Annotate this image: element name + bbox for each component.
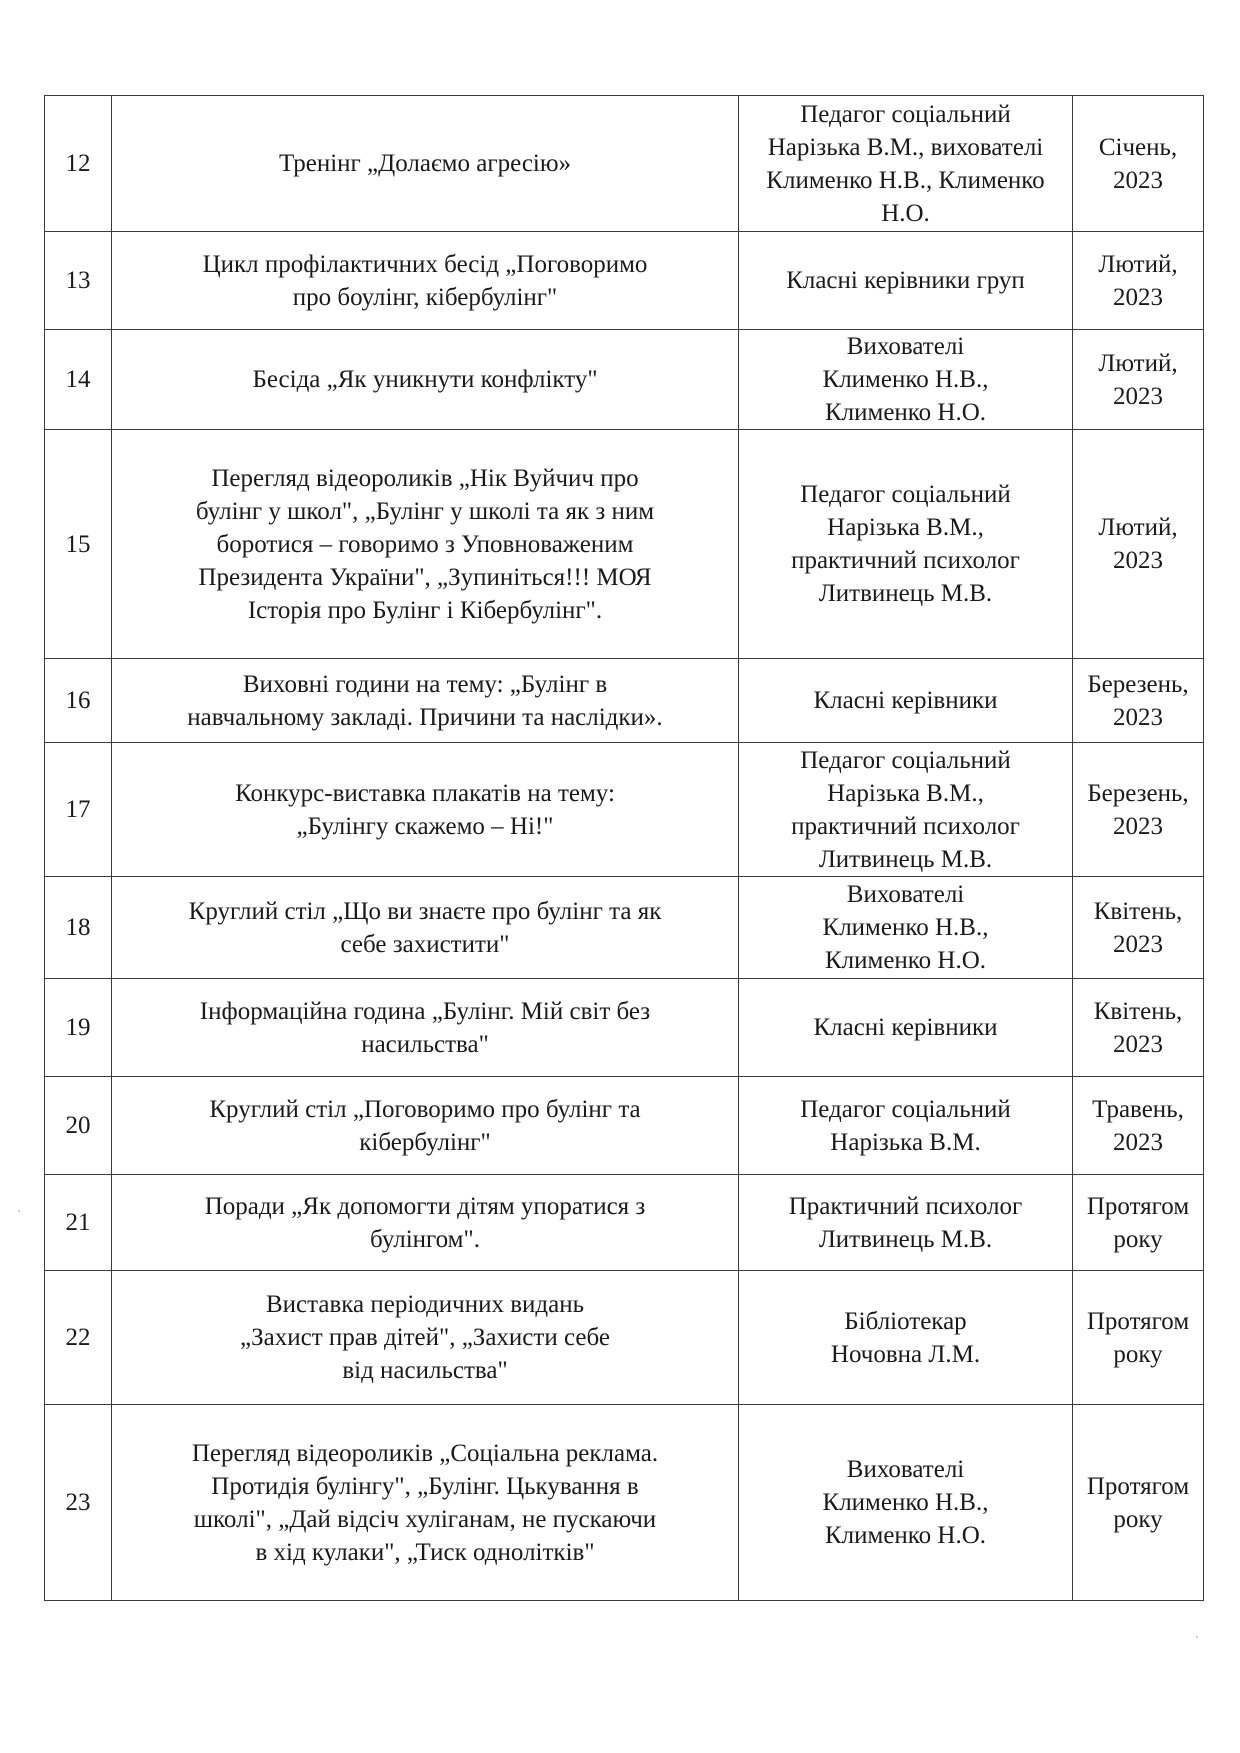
event-line: Поради „Як допомогти дітям упоратися з: [204, 1192, 646, 1220]
responsible-line: Педагог соціальний: [800, 100, 1011, 128]
scan-speck: [18, 1210, 20, 1212]
term-line: 2023: [1113, 703, 1163, 731]
term-line: Січень,: [1098, 133, 1178, 161]
term-cell: [1073, 430, 1204, 659]
term-line: 2023: [1113, 1128, 1163, 1156]
term-cell: [1073, 659, 1204, 743]
event-line: себе захистити": [340, 930, 510, 958]
event-line: насильства": [361, 1030, 489, 1058]
event-line: Тренінг „Долаємо агресію»: [278, 150, 572, 177]
event-line: „Захист прав дітей", „Захисти себе: [240, 1324, 610, 1351]
responsible-line: практичний психолог: [791, 547, 1020, 574]
event-line: Круглий стіл „Що ви знаєте про булінг та як: [188, 897, 662, 925]
term-line: Травень,: [1092, 1095, 1184, 1123]
responsible-cell: [739, 1271, 1073, 1405]
term-line: 2023: [1113, 547, 1163, 574]
responsible-line: Нарізька В.М., вихователі: [767, 133, 1044, 161]
row-number: 18: [45, 877, 112, 979]
row-number: 13: [45, 232, 112, 330]
responsible-cell: [739, 1077, 1073, 1175]
term-cell: [1073, 1077, 1204, 1175]
row-number: 12: [45, 96, 112, 232]
event-cell: [112, 1175, 739, 1271]
event-line: Президента України", „Зупиніться!!! МОЯ: [198, 563, 652, 591]
event-line: Бесіда „Як уникнути конфлікту": [252, 366, 598, 393]
term-line: Лютий,: [1098, 514, 1178, 541]
responsible-line: Клименко Н.В.,: [822, 1489, 989, 1516]
event-cell: [112, 1077, 739, 1175]
table-row: [45, 96, 1204, 232]
event-cell: [112, 1405, 739, 1601]
responsible-line: Педагог соціальний: [800, 1095, 1011, 1123]
table-row: [45, 1271, 1204, 1405]
responsible-line: Н.О.: [881, 199, 930, 227]
responsible-line: Клименко Н.В.,: [822, 366, 989, 393]
event-line: Історія про Булінг і Кібербулінг".: [247, 596, 603, 624]
responsible-line: Педагог соціальний: [800, 746, 1011, 774]
term-cell: [1073, 979, 1204, 1077]
responsible-line: Вихователі: [846, 881, 965, 908]
row-number: 19: [45, 979, 112, 1077]
event-line: про боулінг, кібербулінг": [292, 283, 558, 311]
term-line: Протягом: [1086, 1192, 1190, 1220]
event-line: Виховні години на тему: „Булінг в: [242, 670, 608, 698]
table-row: [45, 1077, 1204, 1175]
responsible-line: Вихователі: [846, 333, 965, 360]
responsible-line: Нарізька В.М.,: [827, 779, 984, 807]
term-cell: [1073, 743, 1204, 877]
table-row: [45, 979, 1204, 1077]
term-cell: [1073, 1175, 1204, 1271]
responsible-line: Клименко Н.О.: [824, 399, 987, 426]
responsible-line: Литвинець М.В.: [818, 1225, 993, 1253]
row-number: 20: [45, 1077, 112, 1175]
responsible-cell: [739, 877, 1073, 979]
event-line: Перегляд відеороликів „Нік Вуйчич про: [211, 464, 639, 492]
responsible-line: Ночовна Л.М.: [830, 1340, 981, 1368]
term-line: Квітень,: [1093, 997, 1183, 1025]
table-row: [45, 1405, 1204, 1601]
event-line: в хід кулаки", „Тиск однолітків": [255, 1538, 595, 1566]
event-line: Конкурс-виставка плакатів на тему:: [235, 779, 615, 807]
responsible-cell: [739, 1175, 1073, 1271]
term-line: Протягом: [1086, 1472, 1190, 1500]
responsible-cell: [739, 979, 1073, 1077]
term-line: Березень,: [1087, 779, 1189, 807]
term-line: Лютий,: [1098, 349, 1178, 377]
events-table: [44, 95, 1204, 1601]
event-line: боротися – говоримо з Уповноваженим: [216, 530, 634, 558]
responsible-line: Бібліотекар: [844, 1307, 967, 1335]
term-line: Квітень,: [1093, 897, 1183, 925]
responsible-line: практичний психолог: [791, 812, 1020, 840]
event-cell: [112, 430, 739, 659]
responsible-line: Вихователі: [846, 1456, 965, 1483]
term-line: Березень,: [1087, 670, 1189, 698]
table-row: [45, 330, 1204, 430]
event-line: булінгом".: [370, 1225, 480, 1253]
event-cell: [112, 96, 739, 232]
responsible-cell: [739, 659, 1073, 743]
table-row: [45, 1175, 1204, 1271]
event-line: Перегляд відеороликів „Соціальна реклама.: [191, 1439, 659, 1467]
responsible-cell: [739, 743, 1073, 877]
row-number: 21: [45, 1175, 112, 1271]
event-line: булінг у школ", „Булінг у школі та як з ним: [195, 497, 655, 525]
term-line: 2023: [1113, 812, 1163, 840]
row-number: 14: [45, 330, 112, 430]
responsible-cell: [739, 96, 1073, 232]
row-number: 23: [45, 1405, 112, 1601]
event-cell: [112, 1271, 739, 1405]
term-line: року: [1113, 1225, 1163, 1253]
responsible-line: Нарізька В.М.,: [827, 514, 984, 541]
row-number: 16: [45, 659, 112, 743]
responsible-line: Нарізька В.М.: [830, 1128, 981, 1156]
term-line: Лютий,: [1098, 250, 1178, 278]
term-line: 2023: [1113, 166, 1163, 194]
table-row: [45, 877, 1204, 979]
table-row: [45, 430, 1204, 659]
event-line: навчальному закладі. Причини та наслідки».: [187, 703, 663, 731]
term-line: року: [1113, 1505, 1163, 1533]
event-cell: [112, 330, 739, 430]
term-line: 2023: [1113, 382, 1163, 410]
responsible-line: Педагог соціальний: [800, 481, 1011, 508]
term-line: Протягом: [1086, 1307, 1190, 1335]
event-line: Виставка періодичних видань: [265, 1291, 585, 1318]
event-line: Протидія булінгу", „Булінг. Цькування в: [211, 1472, 639, 1500]
event-cell: [112, 659, 739, 743]
scan-speck: [1196, 1636, 1198, 1638]
term-cell: [1073, 232, 1204, 330]
term-line: 2023: [1113, 930, 1163, 958]
responsible-cell: [739, 430, 1073, 659]
responsible-cell: [739, 330, 1073, 430]
row-number: 17: [45, 743, 112, 877]
event-line: Круглий стіл „Поговоримо про булінг та: [209, 1095, 641, 1123]
responsible-cell: [739, 1405, 1073, 1601]
term-cell: [1073, 1405, 1204, 1601]
event-line: від насильства": [342, 1357, 508, 1384]
responsible-line: Клименко Н.О.: [824, 947, 987, 974]
responsible-line: Литвинець М.В.: [818, 580, 993, 607]
responsible-line: Клименко Н.В., Клименко: [766, 166, 1045, 194]
row-number: 22: [45, 1271, 112, 1405]
responsible-line: Клименко Н.В.,: [822, 914, 989, 941]
row-number: 15: [45, 430, 112, 659]
term-line: року: [1113, 1340, 1163, 1368]
table-row: [45, 743, 1204, 877]
event-cell: [112, 877, 739, 979]
event-line: кібербулінг": [359, 1128, 491, 1156]
table-row: [45, 659, 1204, 743]
term-cell: [1073, 877, 1204, 979]
events-table-body: [45, 96, 1204, 1601]
term-cell: [1073, 96, 1204, 232]
responsible-line: Класні керівники: [813, 1014, 998, 1041]
table-row: [45, 232, 1204, 330]
term-cell: [1073, 1271, 1204, 1405]
responsible-line: Класні керівники: [813, 687, 998, 714]
responsible-line: Литвинець М.В.: [818, 845, 993, 873]
event-line: Цикл профілактичних бесід „Поговоримо: [202, 250, 648, 278]
event-line: школі", „Дай відсіч хуліганам, не пускаючи: [193, 1505, 657, 1533]
event-line: „Булінгу скажемо – Ні!": [296, 812, 554, 840]
responsible-line: Клименко Н.О.: [824, 1522, 987, 1549]
responsible-cell: [739, 232, 1073, 330]
event-line: Інформаційна година „Булінг. Мій світ без: [199, 997, 651, 1025]
responsible-line: Практичний психолог: [788, 1192, 1023, 1220]
term-cell: [1073, 330, 1204, 430]
term-line: 2023: [1113, 283, 1163, 311]
event-cell: [112, 232, 739, 330]
event-cell: [112, 979, 739, 1077]
term-line: 2023: [1113, 1030, 1163, 1058]
responsible-line: Класні керівники груп: [786, 267, 1025, 294]
event-cell: [112, 743, 739, 877]
